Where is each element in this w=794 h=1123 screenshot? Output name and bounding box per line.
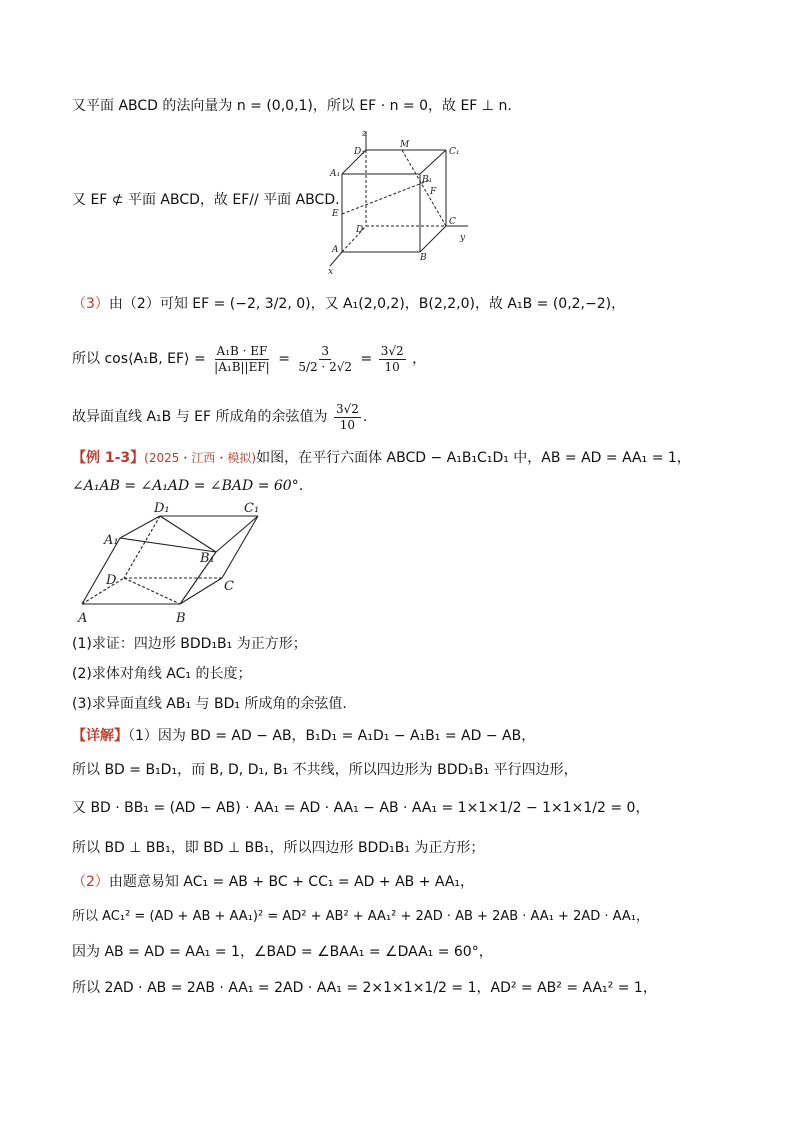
numerator: 3√2 — [335, 401, 359, 416]
fig2-label: B₁ — [200, 551, 215, 566]
line-text: 又 BD · BB₁ = (AD − AB) · AA₁ = AD · AA₁ − AB · AA₁ = 1×1×1/2 − 1×1×1/2 = 0， — [72, 800, 650, 816]
fig1-label: B₁ — [422, 175, 433, 185]
denominator: 5/2 · 2√2 — [298, 359, 353, 374]
text-line — [72, 340, 426, 378]
line-text: 所以 2AD · AB = 2AB · AA₁ = 2AD · AA₁ = 2×1×1×1/2 = 1，AD² = AB² = AA₁² = 1， — [72, 980, 657, 996]
solution-line — [72, 872, 474, 892]
cube-figure — [322, 128, 472, 276]
fig1-label: A₁ — [330, 169, 341, 179]
fig1-label: E — [332, 209, 339, 219]
fraction — [296, 344, 354, 375]
line-text: ∠A₁AB = ∠A₁AD = ∠BAD = 60°. — [72, 478, 304, 494]
fig1-label: y — [460, 233, 466, 243]
solution-line — [72, 942, 493, 962]
line-text: (1)求证：四边形 BDD₁B₁ 为正方形； — [72, 636, 307, 652]
denominator: 10 — [384, 359, 400, 374]
fig2-label: C₁ — [244, 501, 260, 516]
fig2-label: D₁ — [154, 501, 170, 516]
line-text: 如图，在平行六面体 ABCD − A₁B₁C₁D₁ 中，AB = AD = AA₁ = 1， — [256, 450, 691, 466]
question-2 — [72, 664, 251, 684]
line-text: (2)求体对角线 AC₁ 的长度； — [72, 666, 252, 682]
line-text: 由题意易知 AC₁ = AB + BC + CC₁ = AD + AB + AA₁， — [108, 874, 475, 890]
line-text: 故异面直线 A₁B 与 EF 所成角的余弦值为 — [72, 409, 328, 425]
question-3 — [72, 694, 347, 714]
equals: = — [278, 351, 290, 367]
solution-line — [72, 838, 484, 858]
fraction — [334, 402, 361, 433]
fraction — [379, 344, 406, 375]
fig1-label: z — [362, 129, 367, 139]
fig2-label: A — [78, 611, 88, 626]
solution-line — [72, 726, 535, 746]
line-text: 因为 AB = AD = AA₁ = 1，∠BAD = ∠BAA₁ = ∠DAA₁ = 60°， — [72, 944, 493, 960]
line-text: 又 EF ⊄ 平面 ABCD，故 EF// 平面 ABCD. — [72, 192, 340, 208]
question-1 — [72, 634, 307, 654]
example-tag: 【例 1-3】 — [72, 450, 145, 466]
numerator: 3√2 — [380, 343, 404, 358]
fig1-label: x — [328, 267, 334, 276]
punct: ， — [412, 351, 427, 367]
fig1-label: A — [332, 245, 339, 255]
equals: = — [360, 351, 373, 367]
line-text: 又平面 ABCD 的法向量为 n = (0,0,1)，所以 EF · n = 0，故 EF ⊥ n. — [72, 98, 512, 114]
fig1-label: M — [400, 140, 410, 150]
denominator: 10 — [339, 417, 356, 432]
numerator: A₁B · EF — [216, 343, 268, 358]
punct: . — [362, 409, 368, 425]
fig1-label: F — [430, 187, 437, 197]
solution-tag: 【详解】 — [72, 728, 128, 744]
solution-line — [72, 798, 649, 818]
line-text: 所以 AC₁² = (AD + AB + AA₁)² = AD² + AB² + AA₁² + 2AD · AB + 2AB · AA₁ + 2AD · AA₁， — [72, 909, 650, 924]
text-line — [72, 398, 367, 436]
line-text: 所以 cos⟨A₁B, EF⟩ = — [72, 351, 206, 367]
fig2-label: D — [106, 573, 117, 588]
denominator: |A₁B||EF| — [214, 359, 270, 374]
fig1-label: C — [449, 217, 456, 227]
solution-line — [72, 978, 657, 998]
text-line — [72, 476, 303, 496]
line-text: 所以 BD = B₁D₁，而 B, D, D₁, B₁ 不共线，所以四边形为 BDD₁B₁ 平行四边形， — [72, 762, 578, 778]
line-text: 由（2）可知 EF = (−2, 3/2, 0)，又 A₁(2,0,2)，B(2,2,0)，故 A₁B = (0,2,−2)， — [108, 296, 626, 312]
fig2-label: C — [224, 579, 234, 594]
text-line — [72, 96, 512, 116]
fig1-label: C₁ — [449, 147, 460, 157]
text-line — [72, 294, 625, 314]
text-line — [72, 190, 340, 210]
fig2-label: A₁ — [104, 533, 119, 548]
line-text: 所以 BD ⊥ BB₁，即 BD ⊥ BB₁，所以四边形 BDD₁B₁ 为正方形； — [72, 840, 485, 856]
fig2-label: B — [176, 611, 186, 626]
fraction — [212, 344, 272, 375]
numerator: 3 — [321, 343, 330, 358]
example-source: (2025・江西・模拟) — [144, 451, 257, 465]
fig1-label: D₁ — [354, 147, 365, 157]
fig1-label: D — [356, 225, 364, 235]
solution-line — [72, 760, 578, 780]
parallelepiped-figure — [76, 500, 276, 628]
example-header — [72, 448, 691, 468]
line-text: (3)求异面直线 AB₁ 与 BD₁ 所成角的余弦值. — [72, 696, 347, 712]
solution-line — [72, 906, 649, 927]
line-text: （1）因为 BD = AD − AB，B₁D₁ = A₁D₁ − A₁B₁ = AD − AB， — [128, 728, 536, 744]
part-number: （2） — [72, 874, 109, 890]
fig1-label: B — [420, 253, 427, 263]
part-number: （3） — [72, 296, 109, 312]
